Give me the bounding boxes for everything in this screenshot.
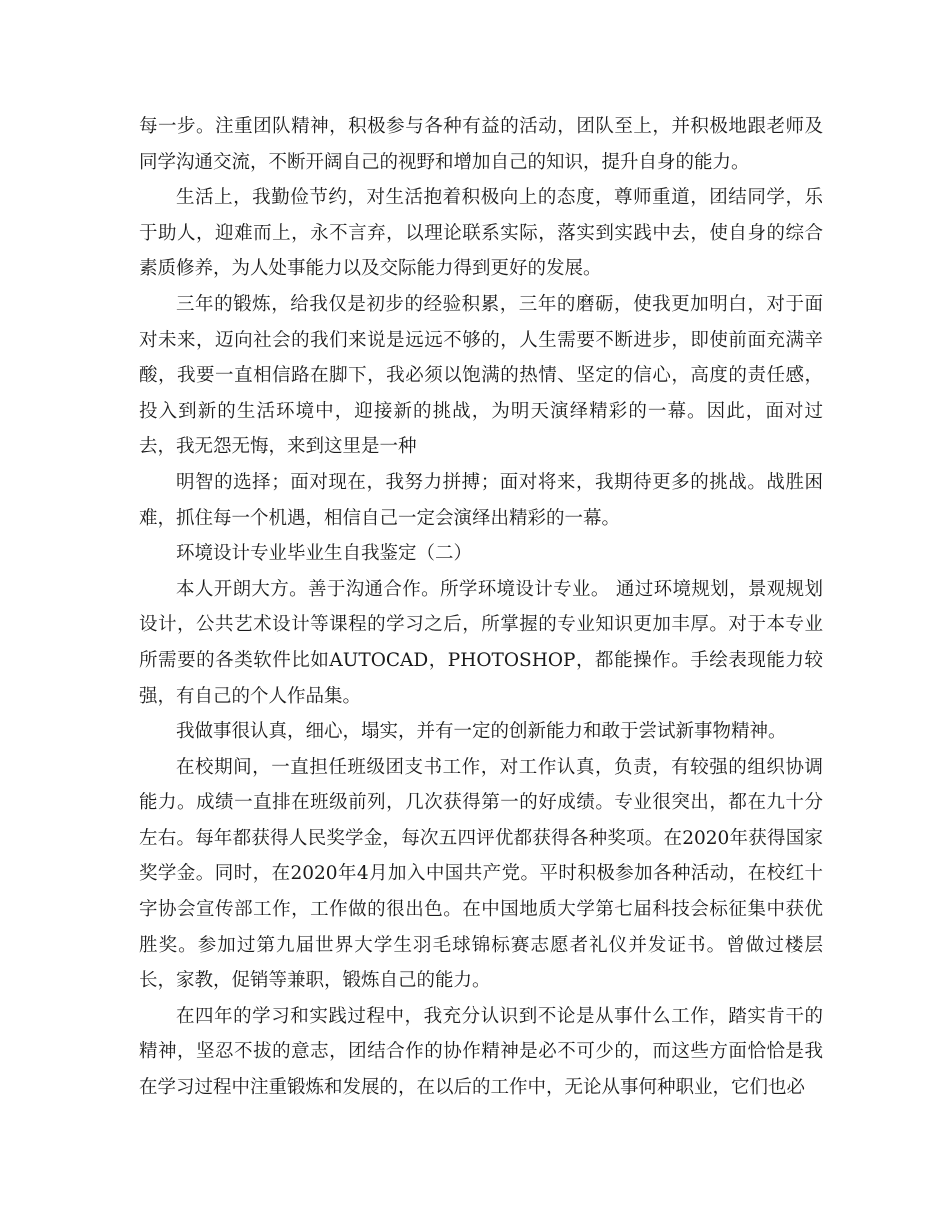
document-body [139, 109, 823, 1106]
paragraph-major: 本人开朗大方。善于沟通合作。所学环境设计专业。 通过环境规划，景观规划设计，公共艺术设计等课程的学习之后，所掌握的专业知识更加丰厚。对于本专业所需要的各类软件比如AUTOCAD，PHOTOSHOP，都能操作。手绘表现能力较强，有自己的个人作品集。 [139, 578, 823, 707]
paragraph-three-years: 三年的锻炼，给我仅是初步的经验积累，三年的磨砺，使我更加明白，对于面对未来，迈向社会的我们来说是远远不够的，人生需要不断进步，即使前面充满辛酸，我要一直相信路在脚下，我必须以饱满的热情、坚定的信心，高度的责任感，投入到新的生活环境中，迎接新的挑战，为明天演绎精彩的一幕。因此，面对过去，我无怨无悔，来到这里是一种 [139, 293, 823, 458]
paragraph-continuation: 每一步。注重团队精神，积极参与各种有益的活动，团队至上，并积极地跟老师及同学沟通交流，不断开阔自己的视野和增加自己的知识，提升自身的能力。 [139, 116, 823, 173]
paragraph-wise-choice: 明智的选择；面对现在，我努力拼搏；面对将来，我期待更多的挑战。战胜困难，抓住每一个机遇，相信自己一定会演绎出精彩的一幕。 [139, 471, 823, 529]
paragraph-school-experience: 在校期间，一直担任班级团支书工作，对工作认真，负责，有较强的组织协调能力。成绩一直排在班级前列，几次获得第一的好成绩。专业很突出，都在九十分左右。每年都获得人民奖学金，每次五四评优都获得各种奖项。在2020年获得国家奖学金。同时，在2020年4月加入中国共产党。平时积极参加各种活动，在校红十字协会宣传部工作，工作做的很出色。在中国地质大学第七届科技会标征集中获优胜奖。参加过第九届世界大学生羽毛球锦标赛志愿者礼仪并发证书。曾做过楼层长，家教，促销等兼职，锻炼自己的能力。 [139, 756, 823, 992]
paragraph-four-years: 在四年的学习和实践过程中，我充分认识到不论是从事什么工作，踏实肯干的精神，坚忍不拔的意志，团结合作的协作精神是必不可少的，而这些方面恰恰是我在学习过程中注重锻炼和发展的，在以后的工作中，无论从事何种职业，它们也必 [139, 1005, 823, 1099]
section-heading: 环境设计专业毕业生自我鉴定（二） [176, 543, 473, 565]
paragraph-attitude: 我做事很认真，细心，塌实，并有一定的创新能力和敢于尝试新事物精神。 [176, 721, 787, 743]
paragraph-life: 生活上，我勤俭节约，对生活抱着积极向上的态度，尊师重道，团结同学，乐于助人，迎难而上，永不言弃，以理论联系实际，落实到实践中去，使自身的综合素质修养，为人处事能力以及交际能力得到更好的发展。 [139, 187, 823, 280]
